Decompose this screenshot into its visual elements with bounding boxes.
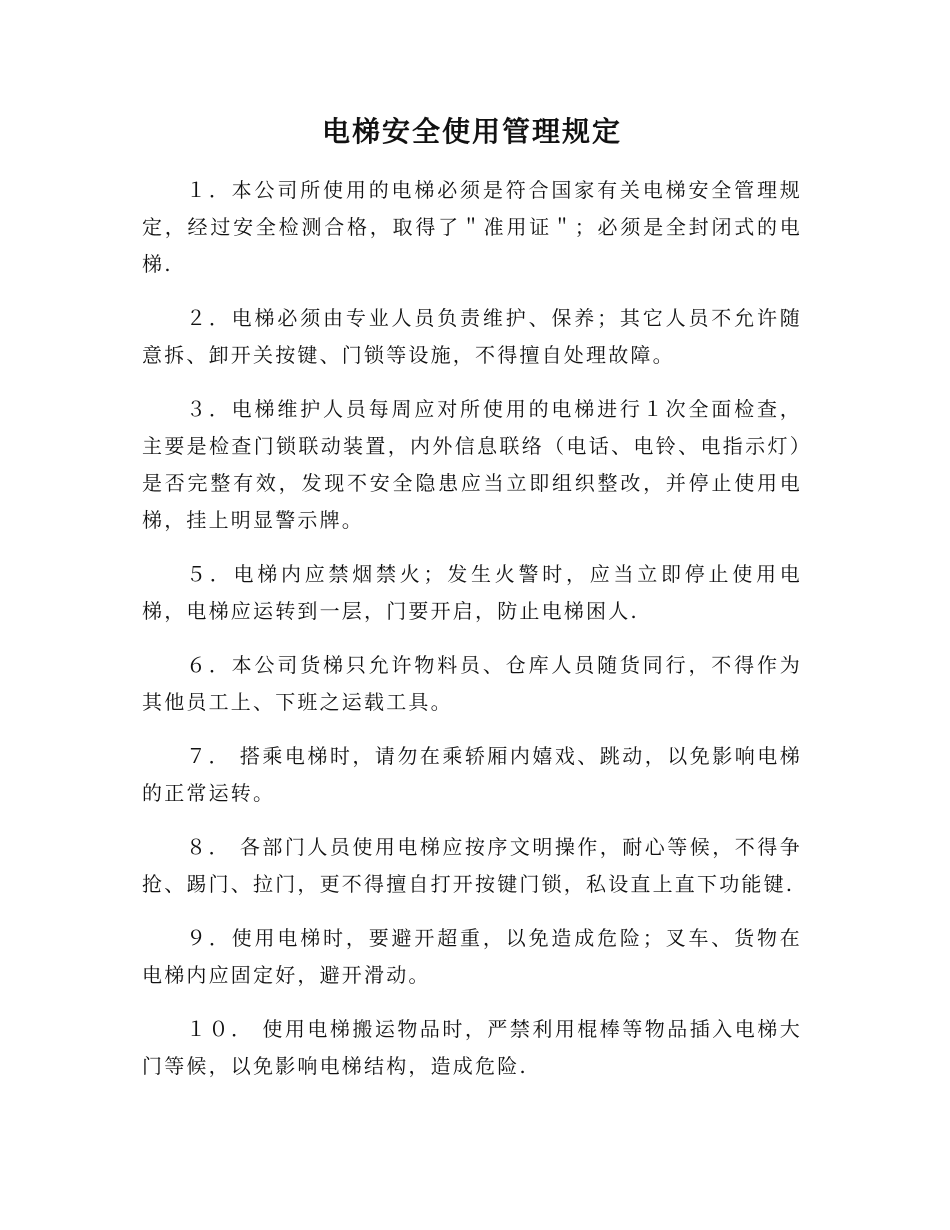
clause-3: ３．电梯维护人员每周应对所使用的电梯进行１次全面检查，主要是检查门锁联动装置，内外信息联络（电话、电铃、电指示灯）是否完整有效，发现不安全隐患应当立即组织整改，并停止使用电梯，挂上明显警示牌。	[142, 397, 802, 532]
clause-5: ５．电梯内应禁烟禁火；发生火警时，应当立即停止使用电梯，电梯应运转到一层，门要开启，防止电梯困人.	[142, 562, 802, 623]
clause-8: ８． 各部门人员使用电梯应按序文明操作，耐心等候，不得争抢、踢门、拉门，更不得擅自打开按键门锁，私设直上直下功能键.	[142, 835, 802, 896]
clause-6: ６．本公司货梯只允许物料员、仓库人员随货同行，不得作为其他员工上、下班之运载工具。	[142, 653, 802, 714]
clause-10: １０． 使用电梯搬运物品时，严禁利用棍棒等物品插入电梯大门等候，以免影响电梯结构，造成危险.	[142, 1017, 802, 1078]
clause-1: １．本公司所使用的电梯必须是符合国家有关电梯安全管理规定，经过安全检测合格，取得了＂准用证＂；必须是全封闭式的电梯.	[142, 178, 802, 276]
document-title: 电梯安全使用管理规定	[321, 115, 622, 148]
clause-7: ７． 搭乘电梯时，请勿在乘轿厢内嬉戏、跳动，以免影响电梯的正常运转。	[142, 744, 802, 805]
clause-2: ２．电梯必须由专业人员负责维护、保养；其它人员不允许随意拆、卸开关按键、门锁等设施，不得擅自处理故障。	[142, 306, 802, 367]
clause-9: ９．使用电梯时，要避开超重，以免造成危险；叉车、货物在电梯内应固定好，避开滑动。	[142, 926, 802, 987]
